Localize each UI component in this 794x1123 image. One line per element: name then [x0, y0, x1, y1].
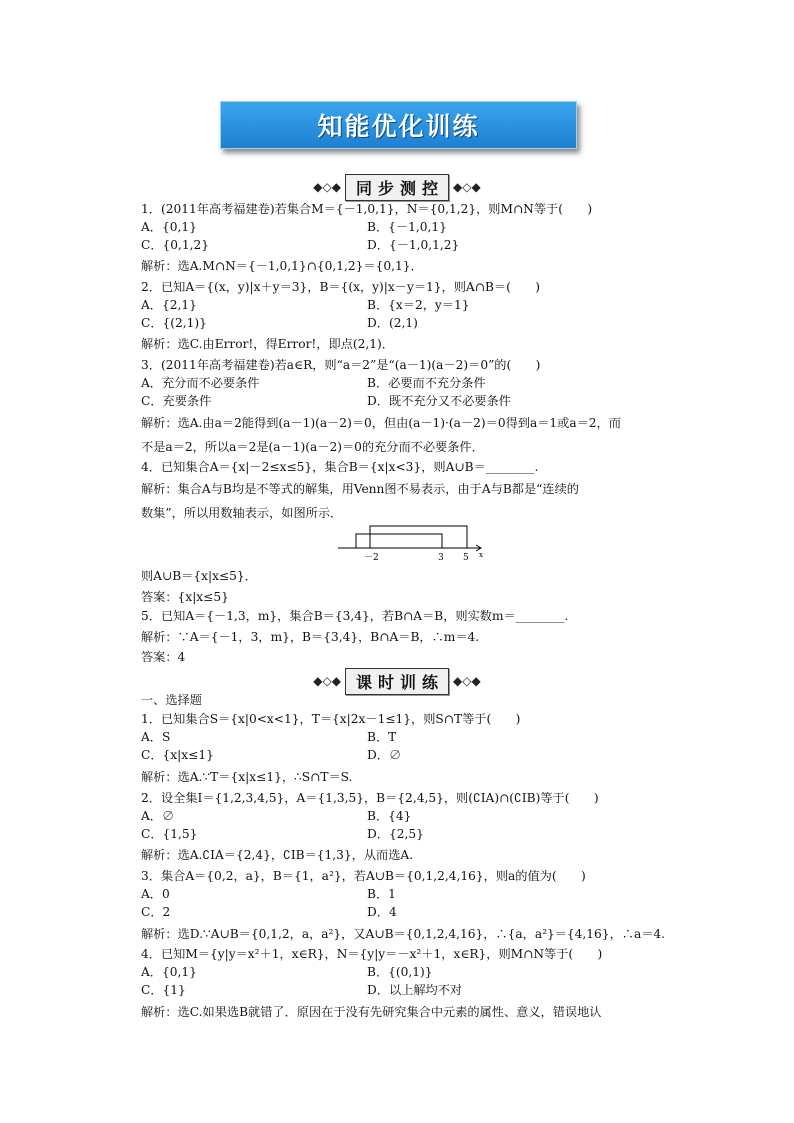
solution-text: 解析：选C.由Error!，得Error!，即点(2,1)．: [141, 337, 394, 351]
solution-text: 解析：选D.∵A∪B＝{0,1,2，a，a²}，又A∪B＝{0,1,2,4,16}，∴{a，a²}＝{4,16}，∴a＝4.: [141, 927, 666, 941]
question-text: 1．(2011年高考福建卷)若集合M＝{－1,0,1}，N＝{0,1,2}，则M∩N等于( ): [141, 202, 593, 216]
answer-option: A．{0,1}: [141, 965, 197, 979]
answer-option: A．{2,1}: [141, 298, 197, 312]
answer-option: C．{1}: [141, 983, 186, 997]
solution-text: 解析：选A.M∩N＝{－1,0,1}∩{0,1,2}＝{0,1}．: [141, 259, 423, 273]
answer-option: B．T: [367, 730, 397, 744]
answer-option: C．{0,1,2}: [141, 238, 210, 252]
question-text: 一、选择题: [141, 693, 202, 707]
answer-option: D．4: [367, 905, 397, 919]
number-line-figure: [336, 524, 486, 564]
question-text: 2．已知A＝{(x，y)|x＋y＝3}，B＝{(x，y)|x－y＝1}，则A∩B＝( ): [141, 280, 540, 294]
answer-option: B．1: [367, 887, 396, 901]
answer-option: A．S: [141, 730, 171, 744]
answer-option: A．∅: [141, 809, 175, 823]
answer-option: B．{(0,1)}: [367, 965, 433, 979]
solution-text: 解析：选A.∵T＝{x|x≤1}，∴S∩T＝S.: [141, 770, 353, 784]
solution-text: 解析：∵A＝{－1，3，m}，B＝{3,4}，B∩A＝B，∴m＝4.: [141, 630, 480, 644]
section-header-sync: [0, 176, 794, 198]
answer-option: C．2: [141, 905, 171, 919]
question-text: 1．已知集合S＝{x|0<x<1}，T＝{x|2x－1≤1}，则S∩T等于( ): [141, 712, 521, 726]
answer-option: A．充分而不必要条件: [141, 376, 260, 390]
answer-text: 答案：4: [141, 650, 186, 664]
section-header-lesson: [0, 670, 794, 692]
page-banner: [220, 101, 577, 149]
answer-option: B．必要而不充分条件: [367, 376, 486, 390]
question-text: 2．设全集I＝{1,2,3,4,5}，A＝{1,3,5}，B＝{2,4,5}，则(∁IA)∩(∁IB)等于( ): [141, 791, 599, 805]
numberline-label: 5: [463, 553, 469, 563]
solution-text: 解析：选A.由a＝2能得到(a－1)(a－2)＝0，但由(a－1)·(a－2)＝0得到a＝1或a＝2，而: [141, 416, 621, 430]
answer-option: C．{(2,1)}: [141, 316, 207, 330]
section-title: 同步测控: [345, 174, 449, 201]
solution-text: 解析：选A.∁IA＝{2,4}，∁IB＝{1,3}，从而选A.: [141, 848, 414, 862]
diamond-icon: ◆◇◆: [313, 674, 341, 688]
answer-text: 答案：{x|x≤5}: [141, 590, 229, 604]
answer-option: D．(2,1): [367, 316, 418, 330]
answer-option: D．既不充分又不必要条件: [367, 394, 511, 408]
section-title: 课时训练: [345, 668, 449, 695]
diamond-icon: ◆◇◆: [313, 180, 341, 194]
question-text: 5．已知A＝{－1,3，m}，集合B＝{3,4}，若B∩A＝B，则实数m＝________.: [141, 609, 569, 623]
answer-option: C．{1,5}: [141, 827, 198, 841]
answer-option: C．{x|x≤1}: [141, 748, 214, 762]
answer-option: B．{－1,0,1}: [367, 220, 447, 234]
answer-option: A．{0,1}: [141, 220, 197, 234]
question-text: 4．已知M＝{y|y＝x²＋1，x∈R}，N＝{y|y＝－x²＋1，x∈R}，则M∩N等于( ): [141, 947, 603, 961]
answer-option: B．{4}: [367, 809, 412, 823]
answer-option: D．{2,5}: [367, 827, 424, 841]
answer-option: D．{－1,0,1,2}: [367, 238, 460, 252]
numberline-label: x: [479, 551, 483, 559]
answer-option: D．∅: [367, 748, 402, 762]
solution-text: 数集”，所以用数轴表示，如图所示．: [141, 506, 343, 520]
question-text: 则A∪B＝{x|x≤5}．: [141, 569, 257, 583]
answer-option: A．0: [141, 887, 170, 901]
question-text: 3．集合A＝{0,2，a}，B＝{1，a²}，若A∪B＝{0,1,2,4,16}，则a的值为( ): [141, 869, 586, 883]
question-text: 3．(2011年高考福建卷)若a∈R，则“a＝2”是“(a－1)(a－2)＝0”的( ): [141, 358, 541, 372]
question-text: 4．已知集合A＝{x|－2≤x≤5}，集合B＝{x|x<3}，则A∪B＝________.: [141, 460, 539, 474]
solution-text: 解析：集合A与B均是不等式的解集，用Venn图不易表示，由于A与B都是“连续的: [141, 482, 579, 496]
answer-option: C．充要条件: [141, 394, 212, 408]
numberline-label: 3: [438, 553, 444, 563]
numberline-label: －2: [364, 553, 379, 563]
solution-text: 解析：选C.如果选B就错了．原因在于没有先研究集合中元素的属性、意义，错误地认: [141, 1005, 602, 1019]
diamond-icon: ◆◇◆: [453, 674, 481, 688]
answer-option: B．{x＝2，y＝1}: [367, 298, 470, 312]
diamond-icon: ◆◇◆: [453, 180, 481, 194]
solution-text: 不是a＝2，所以a＝2是(a－1)(a－2)＝0的充分而不必要条件．: [141, 440, 484, 454]
banner-title: 知能优化训练: [317, 112, 480, 141]
answer-option: D．以上解均不对: [367, 983, 463, 997]
